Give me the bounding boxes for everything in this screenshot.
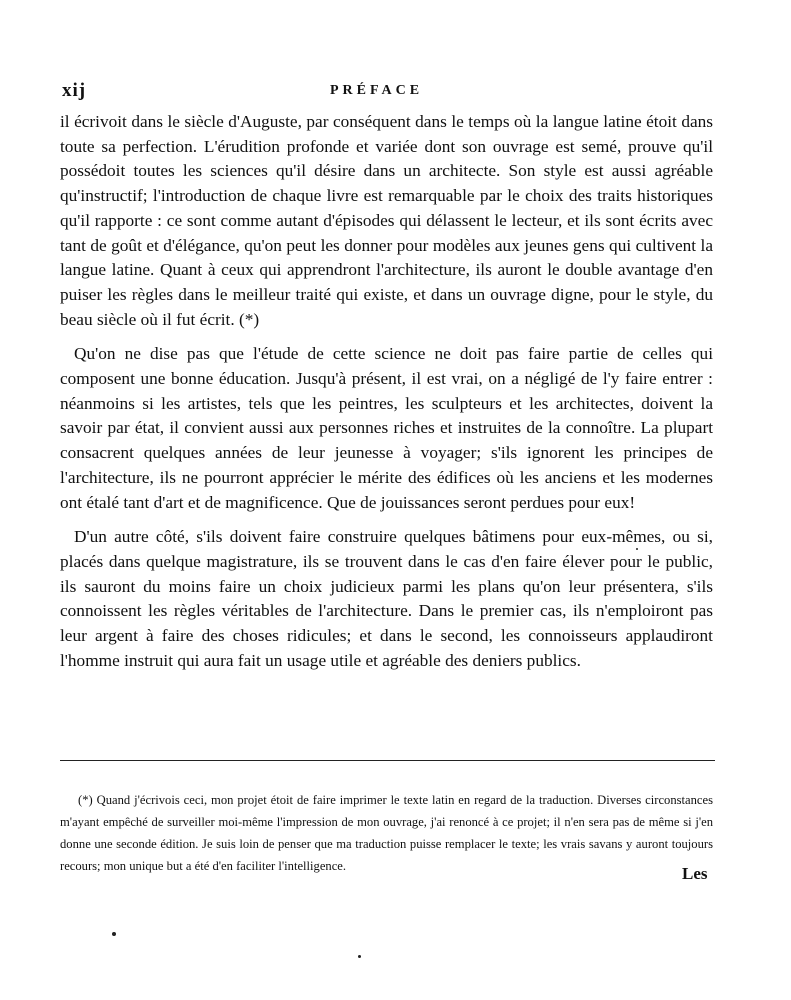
ink-speck — [112, 932, 116, 936]
paragraph: il écrivoit dans le siècle d'Auguste, par conséquent dans le temps où la langue latine étoit dans toute sa perfection. L'érudition profonde et variée dont son ouvrage est semé, prouve qu'il possédoit toutes les sciences qu'il désire dans un architecte. Son style est aussi agréable qu'instructif; l'introduction de chaque livre est remarquable par le choix des traits historiques qu'il rapporte : ce sont comme autant d'épisodes qui délassent le lecteur, et ils sont écrits avec tant de goût et d'élégance, qu'on peut les donner pour modèles aux jeunes gens qui cultivent la langue latine. Quant à ceux qui apprendront l'architecture, ils auront le double avantage d'en puiser les règles dans le meilleur traité qui existe, et dans un ouvrage digne, pour le style, du beau siècle où il fut écrit. (*) — [60, 112, 713, 329]
page-number: xij — [62, 80, 87, 101]
ink-speck — [636, 548, 638, 550]
paragraph: D'un autre côté, s'ils doivent faire construire quelques bâtimens pour eux-mêmes, ou si, placés dans quelque magistrature, ils se trouvent dans le cas d'en faire élever pour le public, ils sauront du moins faire un choix judicieux parmi les plans qu'on leur présentera, s'ils connoissent les règles véritables de l'architecture. Dans le premier cas, ils n'emploiront pas leur argent à faire des choses ridicules; et dans le second, les connoisseurs applaudiront l'homme instruit qui aura fait un usage utile et agréable des deniers publics. — [60, 527, 713, 670]
main-text — [60, 110, 713, 673]
running-head: PRÉFACE — [330, 83, 424, 98]
ink-speck — [358, 955, 361, 958]
paragraph: Qu'on ne dise pas que l'étude de cette science ne doit pas faire partie de celles qui composent une bonne éducation. Jusqu'à présent, il est vrai, on a négligé de l'y faire entrer : néanmoins si les artistes, tels que les peintres, les sculpteurs et les architectes, doivent la savoir par état, il convient aussi aux personnes riches et instruites de la connoître. La plupart consacrent quelques années de leur jeunesse à voyager; s'ils ignorent les principes de l'architecture, ils ne pourront apprécier le mérite des édifices où les anciens et les modernes ont étalé tant d'art et de magnificence. Que de jouissances seront perdues pour eux! — [60, 344, 713, 512]
footnote-rule — [60, 760, 715, 761]
catchword: Les — [682, 864, 708, 883]
footnote: (*) Quand j'écrivois ceci, mon projet étoit de faire imprimer le texte latin en regard de la traduction. Diverses circonstances m'ayant empêché de surveiller moi-même l'impression de mon ouvrage, j'ai renoncé à ce projet; il n'en sera pas de même si j'en donne une seconde édition. Je suis loin de penser que ma traduction puisse remplacer le texte; les vrais savans y auront toujours recours; mon unique but a été d'en faciliter l'intelligence. — [60, 792, 713, 873]
